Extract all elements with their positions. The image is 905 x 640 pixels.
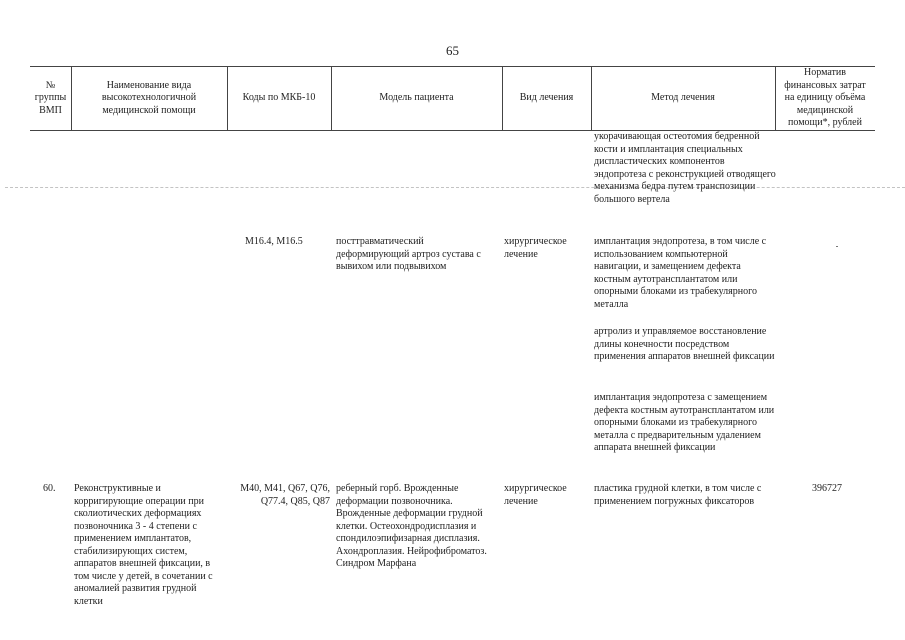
treatment-type: хирургическое лечение — [504, 236, 567, 260]
header-treatment-type: Вид лечения — [519, 92, 574, 104]
method-text: артролиз и управляемое восстановление длины конечности посредством применения аппаратов внешней фиксации — [594, 326, 775, 362]
icd-codes: M16.4, M16.5 — [245, 236, 303, 247]
cost-norm: 396727 — [812, 483, 842, 494]
patient-model: реберный горб. Врожденные деформации позвоночника. Врожденные деформации грудной клетки. Остеохондродисплазия и спондилоэпифизарная дисплазия. Ахондроплазия. Нейрофиброматоз. Синдром Марфана — [336, 483, 487, 569]
header-group-number: № группы ВМП — [34, 79, 67, 116]
method-text: имплантация эндопротеза, в том числе с использованием компьютерной навигации, и замещением дефекта костным аутотрансплантатом или опорными блоками из трабекулярного металла — [594, 236, 767, 310]
patient-model: посттравматический деформирующий артроз сустава с вывихом или подвывихом — [336, 236, 481, 272]
care-type-name: Реконструктивные и корригирующие операции при сколиотических деформациях позвоночника 3 - 4 степени с применением имплантатов, стабилизирующих систем, аппаратов внешней фиксации, в том числе у детей, в сочетании с аномалией развития грудной клетки — [74, 483, 213, 607]
method-text: укорачивающая остеотомия бедренной кости и имплантация специальных диспластических компонентов эндопротеза с реконструкцией отводящего механизма бедра путем транспозиции большого вертела — [594, 131, 776, 205]
header-care-type: Наименование вида высокотехнологичной медицинской помощи — [101, 79, 197, 116]
group-number: 60. — [43, 483, 56, 494]
icd-codes: M40, M41, Q67, Q76, Q77.4, Q85, Q87 — [240, 483, 330, 507]
method-text: имплантация эндопротеза с замещением дефекта костным аутотрансплантатом или опорными блоками из трабекулярного металла с предварительным удалением аппарата внешней фиксации — [594, 392, 775, 453]
header-cost-norm: Норматив финансовых затрат на единицу объёма медицинской помощи*, рублей — [784, 67, 866, 129]
treatment-type: хирургическое лечение — [504, 483, 567, 507]
header-patient-model: Модель пациента — [379, 92, 454, 104]
scan-artifact-dot — [836, 246, 838, 247]
header-treatment-method: Метод лечения — [651, 92, 715, 104]
method-text: пластика грудной клетки, в том числе с применением погружных фиксаторов — [594, 483, 762, 507]
page-number: 65 — [446, 43, 459, 58]
table-header — [30, 66, 875, 131]
header-icd-codes: Коды по МКБ-10 — [242, 92, 316, 104]
